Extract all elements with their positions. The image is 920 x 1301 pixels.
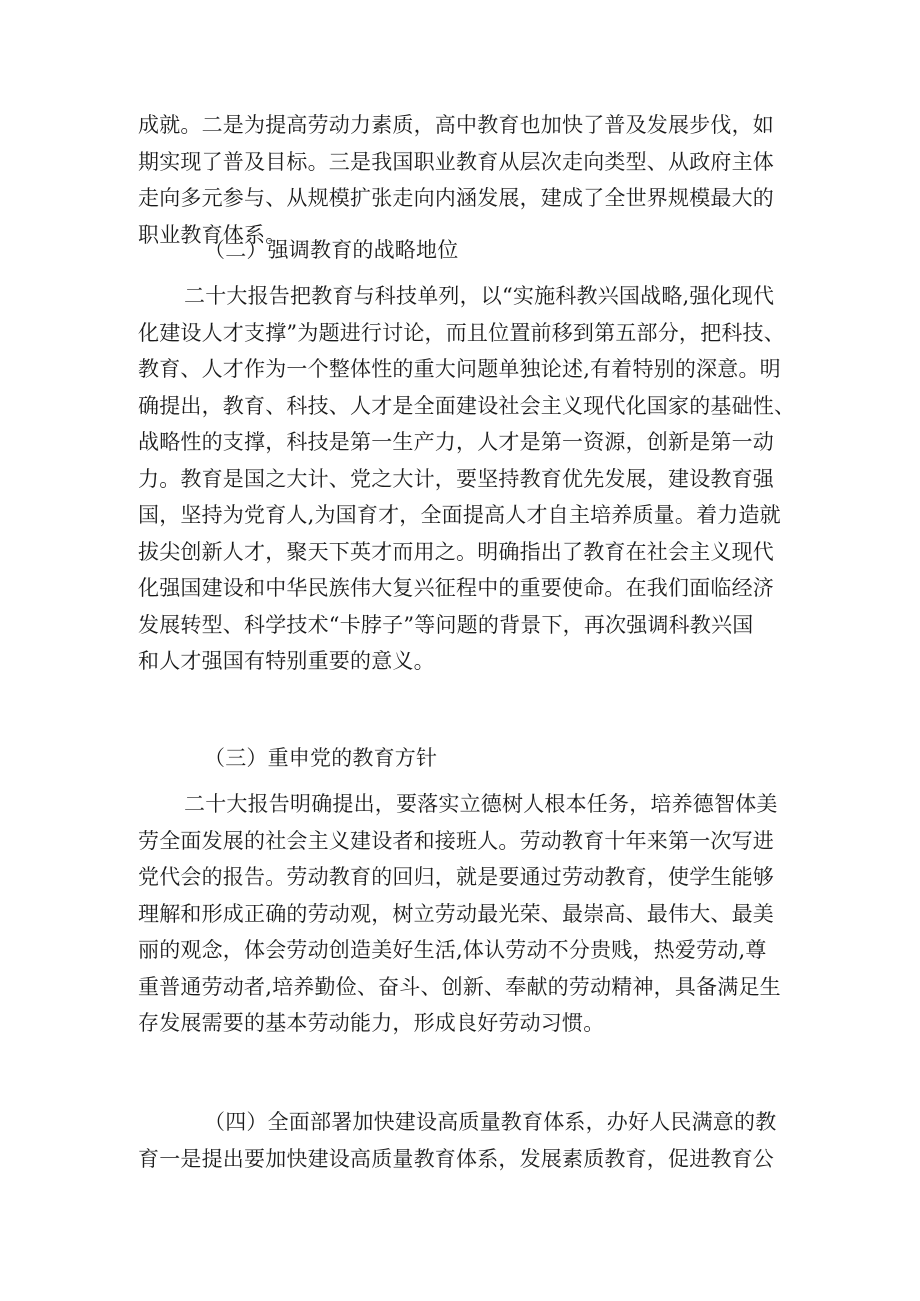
- text-line: 丽的观念，体会劳动创造美好生活,体认劳动不分贵贱，热爱劳动,尊: [138, 938, 767, 962]
- section-heading-3: [138, 740, 798, 777]
- text-line: 走向多元参与、从规模扩张走向内涵发展，建成了全世界规模最大的: [138, 186, 774, 210]
- paragraph-high-quality-education: [138, 1104, 798, 1177]
- paragraph-strategic-position: [138, 278, 798, 680]
- text-line: 二十大报告把教育与科技单列，以“实施科教兴国战略,强化现代: [184, 284, 775, 308]
- text-line: 国，坚持为党育人,为国育才，全面提高人才自主培养质量。着力造就: [138, 503, 781, 527]
- text-line: 存发展需要的基本劳动能力，形成良好劳动习惯。: [138, 1011, 605, 1035]
- text-line: 成就。二是为提高劳动力素质，高中教育也加快了普及发展步伐，如: [138, 113, 774, 137]
- text-line: 战略性的支撑，科技是第一生产力，人才是第一资源，创新是第一动: [138, 430, 774, 454]
- text-line: 拔尖创新人才，聚天下英才而用之。明确指出了教育在社会主义现代: [138, 539, 774, 564]
- section-heading: （二）强调教育的战略地位: [204, 238, 459, 262]
- text-line: 二十大报告明确提出，要落实立德树人根本任务，培养德智体美: [184, 792, 778, 816]
- text-line: 期实现了普及目标。三是我国职业教育从层次走向类型、从政府主体: [138, 149, 774, 174]
- section-heading-2: [138, 232, 798, 269]
- text-line: 育一是提出要加快建设高质量教育体系，发展素质教育，促进教育公: [138, 1146, 774, 1171]
- text-line: 化强国建设和中华民族伟大复兴征程中的重要使命。在我们面临经济: [138, 576, 774, 600]
- text-line: 职业教育体系。: [138, 222, 287, 247]
- text-line: 教育、人才作为一个整体性的重大问题单独论述,有着特别的深意。明: [138, 357, 781, 381]
- text-line: 确提出，教育、科技、人才是全面建设社会主义现代化国家的基础性、: [138, 393, 796, 418]
- text-line: （四）全面部署加快建设高质量教育体系，办好人民满意的教: [204, 1110, 777, 1134]
- section-heading: （三）重申党的教育方针: [204, 746, 438, 770]
- text-line: 重普通劳动者,培养勤俭、奋斗、创新、奉献的劳动精神，具备满足生: [138, 974, 781, 999]
- text-line: 化建设人才支撑”为题进行讨论，而且位置前移到第五部分，把科技、: [138, 320, 785, 345]
- paragraph-education-policy: [138, 786, 798, 1042]
- text-line: 劳全面发展的社会主义建设者和接班人。劳动教育十年来第一次写进: [138, 828, 774, 853]
- text-line: 力。教育是国之大计、党之大计，要坚持教育优先发展，建设教育强: [138, 466, 774, 491]
- text-line: 和人才强国有特别重要的意义。: [138, 649, 435, 673]
- text-line: 理解和形成正确的劳动观，树立劳动最光荣、最崇高、最伟大、最美: [138, 901, 774, 926]
- text-line: 党代会的报告。劳动教育的回归，就是要通过劳动教育，使学生能够: [138, 865, 774, 889]
- text-line: 发展转型、科学技术“卡脖子”等问题的背景下，再次强调科教兴国: [138, 612, 754, 637]
